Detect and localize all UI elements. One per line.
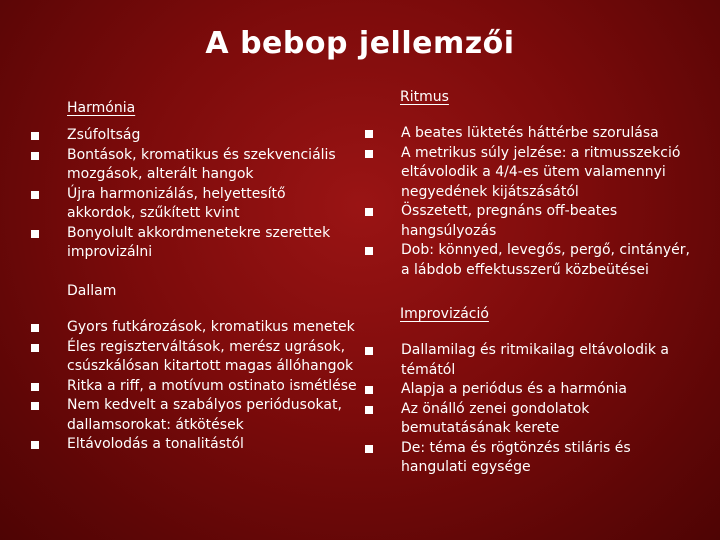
harmonia-heading: Harmónia <box>67 100 136 116</box>
square-bullet-icon <box>31 441 39 449</box>
square-bullet-icon <box>365 130 373 138</box>
square-bullet-icon <box>31 132 39 140</box>
list-item: Alapja a periódus és a harmónia <box>365 380 700 400</box>
list-item: Összetett, pregnáns off-beates hangsúlyozás <box>365 202 700 241</box>
list-item: Gyors futkározások, kromatikus menetek <box>31 318 366 338</box>
square-bullet-icon <box>365 247 373 255</box>
square-bullet-icon <box>31 191 39 199</box>
list-item: Eltávolodás a tonalitástól <box>31 435 366 455</box>
list-item: Dob: könnyed, levegős, pergő, cintányér, a lábdob effektusszerű közbeütései <box>365 241 700 280</box>
square-bullet-icon <box>365 406 373 414</box>
square-bullet-icon <box>365 208 373 216</box>
improvizacio-list <box>365 341 700 478</box>
dallam-list <box>31 318 366 455</box>
ritmus-list <box>365 124 700 280</box>
harmonia-list <box>31 126 351 263</box>
list-item: Zsúfoltság <box>31 126 351 146</box>
list-item: Dallamilag és ritmikailag eltávolodik a témától <box>365 341 700 380</box>
list-item: A beates lüktetés háttérbe szorulása <box>365 124 700 144</box>
list-item: Nem kedvelt a szabályos periódusokat, dallamsorokat: átkötések <box>31 396 366 435</box>
square-bullet-icon <box>31 230 39 238</box>
list-item: Éles regiszterváltások, merész ugrások, csúszkálósan kitartott magas állóhangok <box>31 338 366 377</box>
list-item: Bontások, kromatikus és szekvenciális mozgások, alterált hangok <box>31 146 351 185</box>
list-item: Bonyolult akkordmenetekre szerettek improvizálni <box>31 224 351 263</box>
ritmus-heading: Ritmus <box>400 89 449 105</box>
square-bullet-icon <box>31 383 39 391</box>
square-bullet-icon <box>365 445 373 453</box>
list-item: Az önálló zenei gondolatok bemutatásának kerete <box>365 400 700 439</box>
list-item: Ritka a riff, a motívum ostinato ismétlése <box>31 377 366 397</box>
square-bullet-icon <box>31 344 39 352</box>
list-item: Újra harmonizálás, helyettesítő akkordok, szűkített kvint <box>31 185 351 224</box>
square-bullet-icon <box>31 152 39 160</box>
slide-title: A bebop jellemzői <box>205 26 515 61</box>
square-bullet-icon <box>365 150 373 158</box>
square-bullet-icon <box>31 402 39 410</box>
list-item: De: téma és rögtönzés stiláris és hangulati egysége <box>365 439 700 478</box>
list-item: A metrikus súly jelzése: a ritmusszekció eltávolodik a 4/4-es ütem valamennyi negyedének kijátszásától <box>365 144 700 203</box>
dallam-heading: Dallam <box>67 283 117 299</box>
improvizacio-heading: Improvizáció <box>400 306 489 322</box>
square-bullet-icon <box>365 386 373 394</box>
square-bullet-icon <box>365 347 373 355</box>
square-bullet-icon <box>31 324 39 332</box>
